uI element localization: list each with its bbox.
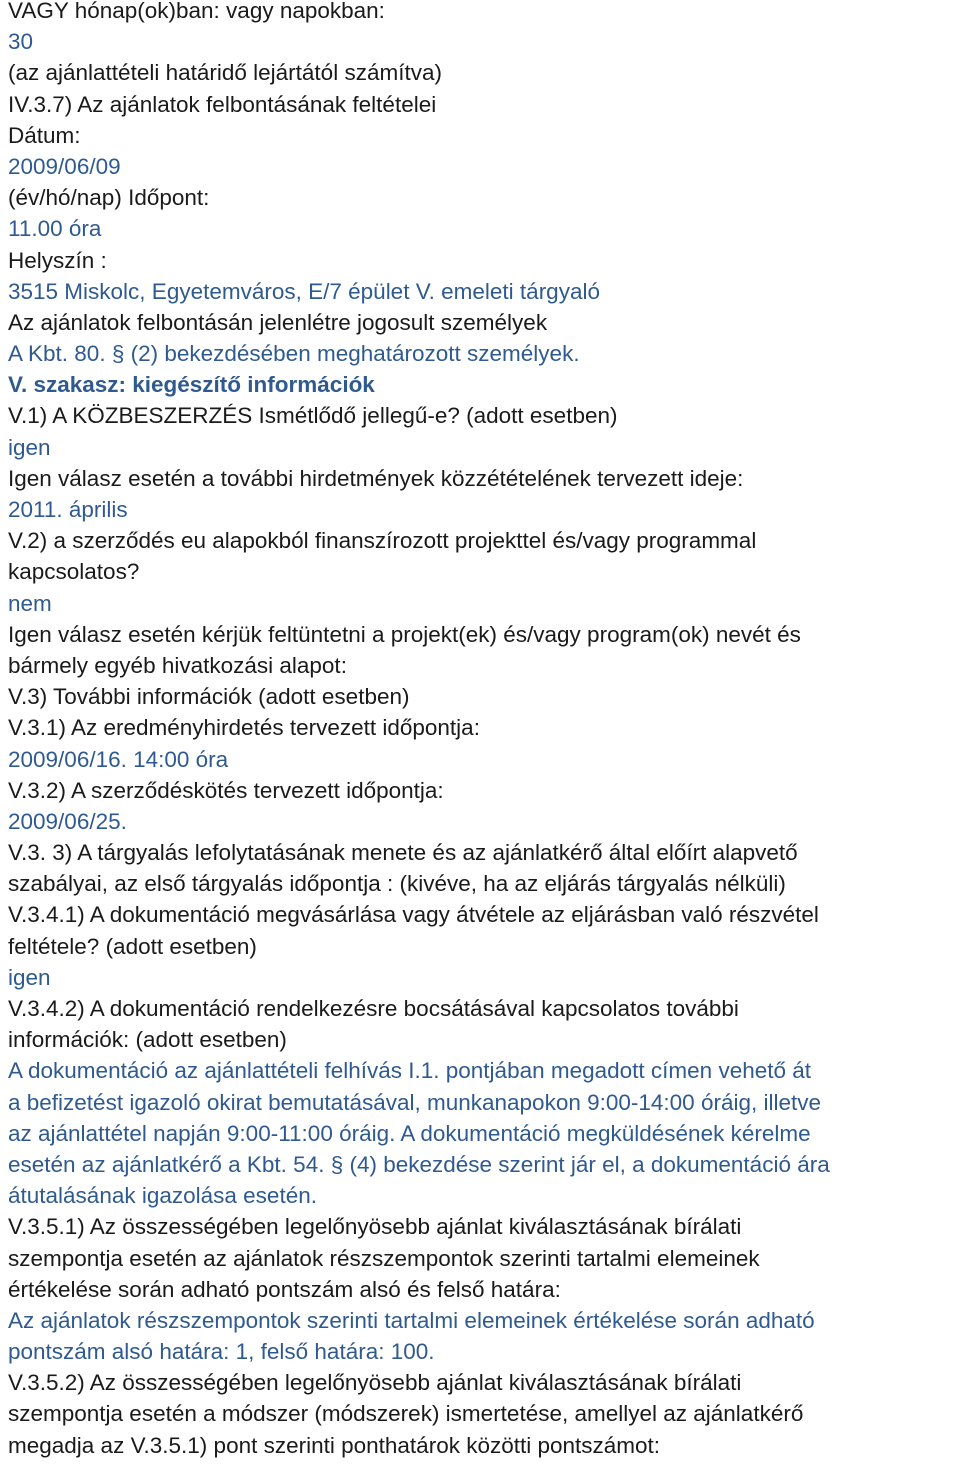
document-line: Dátum: [8,122,81,148]
document-line: kapcsolatos? [8,559,140,585]
document-line: V.3.1) Az eredményhirdetés tervezett időpontja: [8,715,480,741]
document-line: V.3.4.1) A dokumentáció megvásárlása vagy átvétele az eljárásban való részvétel [8,902,819,928]
document-line: (az ajánlattételi határidő lejártától számítva) [8,60,442,86]
document-line: 2009/06/25. [8,808,127,834]
document-line: 2011. április [8,497,128,522]
document-line: V.2) a szerződés eu alapokból finanszírozott projekttel és/vagy programmal [8,528,757,554]
document-line: V.3. 3) A tárgyalás lefolytatásának menete és az ajánlatkérő által előírt alapvető [8,840,798,866]
document-line: VAGY hónap(ok)ban: vagy napokban: [8,0,385,23]
document-line: IV.3.7) Az ajánlatok felbontásának feltételei [8,91,437,117]
document-line: átutalásának igazolása esetén. [8,1183,317,1209]
document-line: igen [8,434,51,460]
document-line: A dokumentáció az ajánlattételi felhívás I.1. pontjában megadott címen vehető át [8,1058,812,1084]
document-line: Igen válasz esetén a további hirdetmények közzétételének tervezett ideje: [8,465,744,491]
document-line: V. szakasz: kiegészítő információk [8,372,375,398]
document-line: 2009/06/09 [8,153,121,179]
document-line: információk: (adott esetben) [8,1027,287,1053]
document-line: V.3.4.2) A dokumentáció rendelkezésre bocsátásával kapcsolatos további [8,996,739,1021]
document-line: V.1) A KÖZBESZERZÉS Ismétlődő jellegű-e? (adott esetben) [8,403,618,429]
document-line: bármely egyéb hivatkozási alapot: [8,652,347,678]
document-line: A Kbt. 80. § (2) bekezdésében meghatározott személyek. [8,341,580,367]
document-line: szabályai, az első tárgyalás időpontja : (kivéve, ha az eljárás tárgyalás nélküli) [8,871,786,897]
document-line: a befizetést igazoló okirat bemutatásával, munkanapokon 9:00-14:00 óráig, illetve [8,1089,821,1115]
document-line: igen [8,964,51,990]
document-body [8,0,954,1461]
document-line: nem [8,590,52,616]
document-line: pontszám alsó határa: 1, felső határa: 100. [8,1339,435,1365]
document-line: esetén az ajánlatkérő a Kbt. 54. § (4) bekezdése szerint jár el, a dokumentáció ára [8,1151,830,1177]
document-line: 2009/06/16. 14:00 óra [8,746,229,772]
document-line: Az ajánlatok felbontásán jelenlétre jogosult személyek [8,309,548,335]
document-line: Helyszín : [8,247,107,273]
document-line: (év/hó/nap) Időpont: [8,185,210,211]
document-line: Az ajánlatok részszempontok szerinti tartalmi elemeinek értékelése során adható [8,1307,815,1333]
document-line: 30 [8,29,34,55]
document-line: megadja az V.3.5.1) pont szerinti ponthatárok közötti pontszámot: [8,1432,661,1458]
document-line: értékelése során adható pontszám alsó és felső határa: [8,1276,561,1302]
document-line: V.3.2) A szerződéskötés tervezett időpontja: [8,777,444,803]
document-line: feltétele? (adott esetben) [8,933,257,959]
document-line: V.3.5.2) Az összességében legelőnyösebb ajánlat kiválasztásának bírálati [8,1370,742,1396]
document-line: 11.00 óra [8,216,102,242]
document-line: szempontja esetén a módszer (módszerek) ismertetése, amellyel az ajánlatkérő [8,1401,804,1427]
document-line: V.3.5.1) Az összességében legelőnyösebb ajánlat kiválasztásának bírálati [8,1214,742,1240]
document-line: az ajánlattétel napján 9:00-11:00 óráig. A dokumentáció megküldésének kérelme [8,1120,811,1146]
document-line: szempontja esetén az ajánlatok részszempontok szerinti tartalmi elemeinek [8,1245,760,1271]
document-line: 3515 Miskolc, Egyetemváros, E/7 épület V. emeleti tárgyaló [8,278,600,304]
document-line: Igen válasz esetén kérjük feltüntetni a projekt(ek) és/vagy program(ok) nevét és [8,621,801,647]
document-line: V.3) További információk (adott esetben) [8,684,410,710]
